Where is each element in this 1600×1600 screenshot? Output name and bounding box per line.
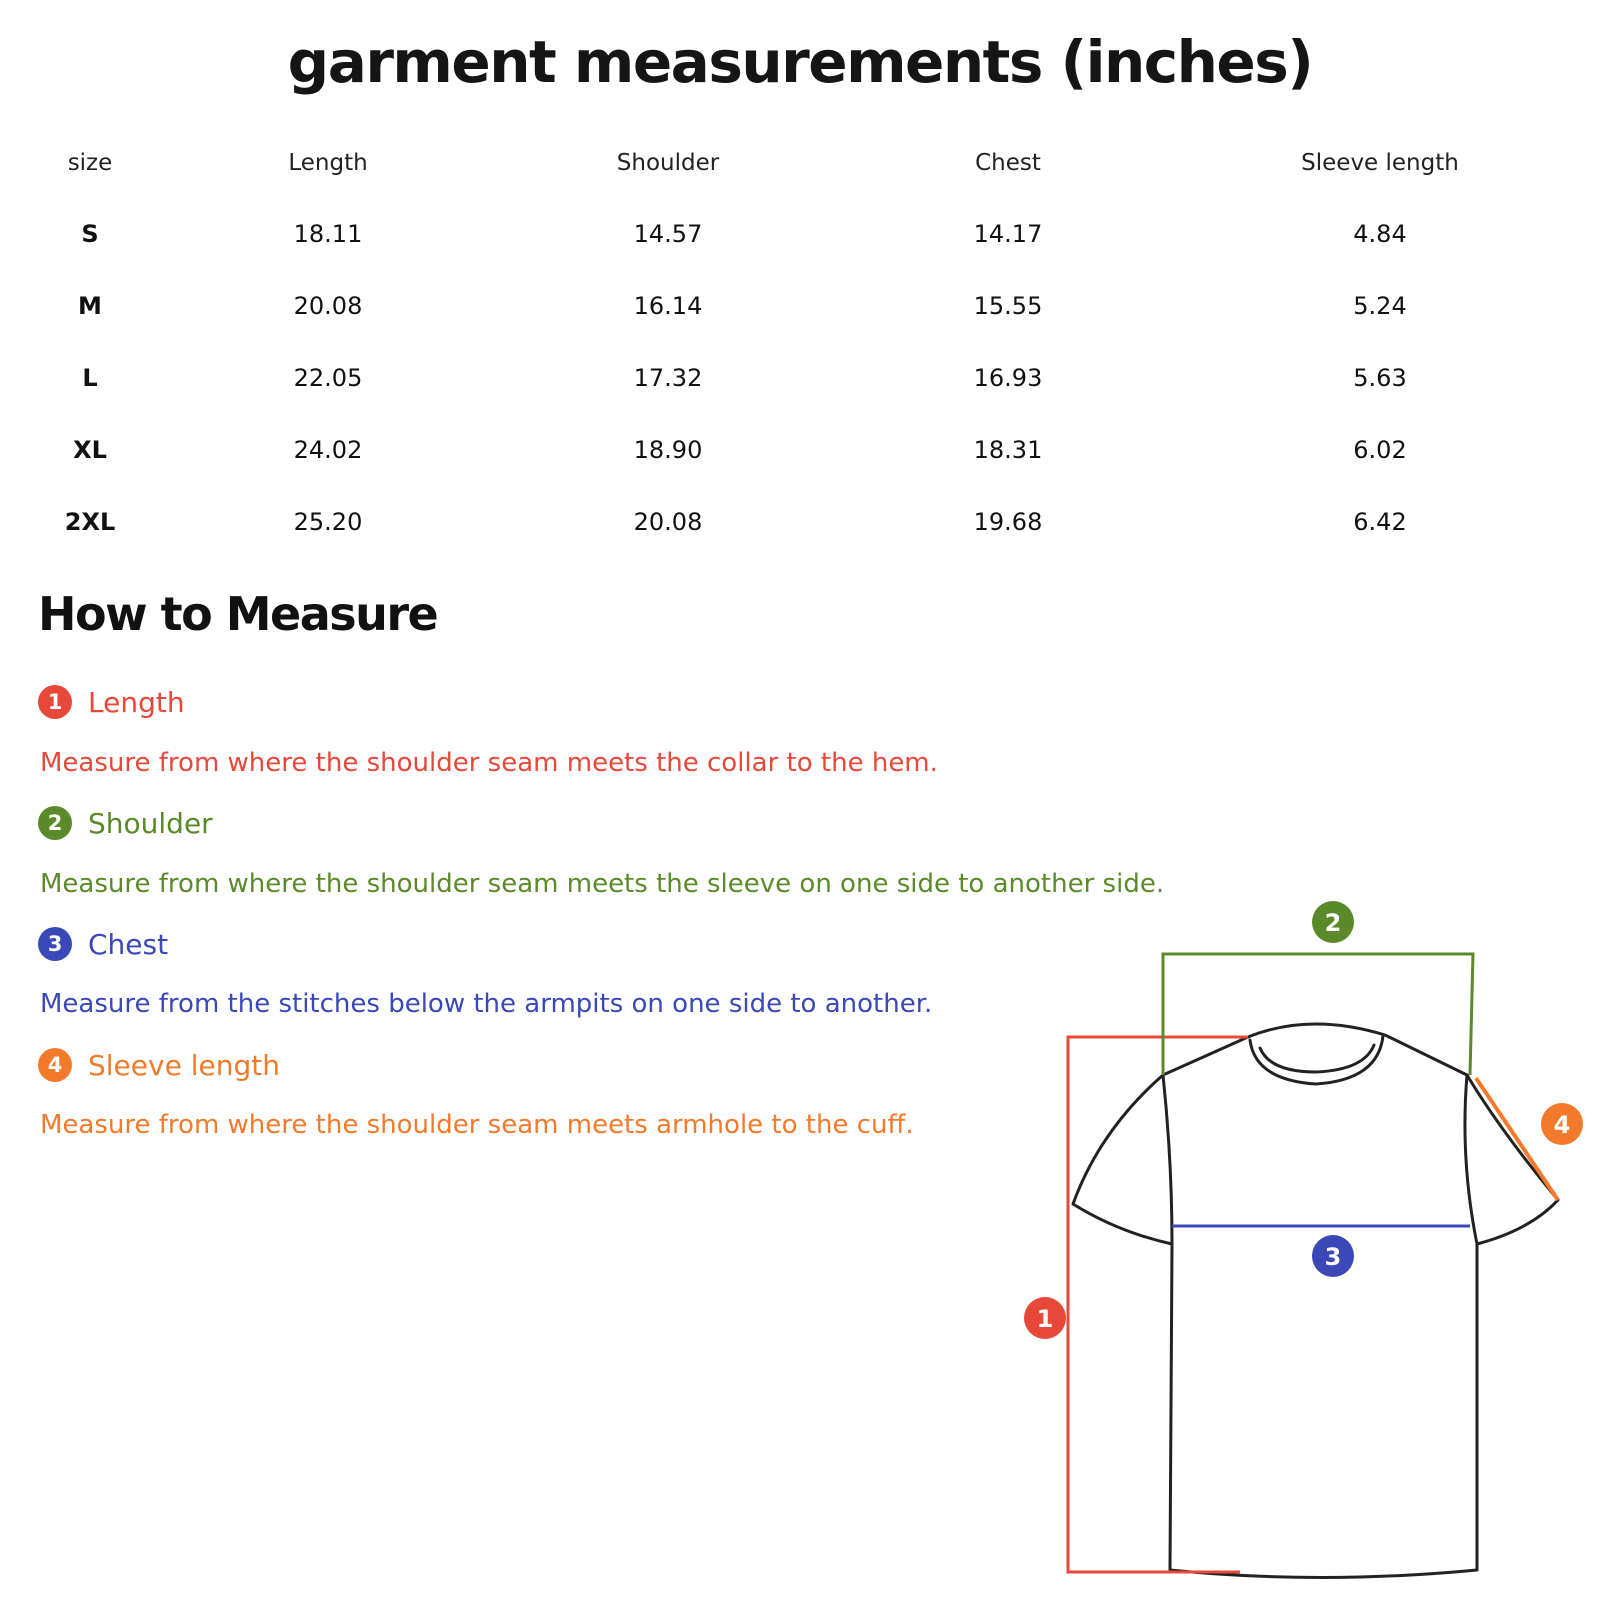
length-cell: 20.08 <box>293 292 363 320</box>
marker-3-icon <box>1312 1235 1354 1277</box>
shoulder-cell: 14.57 <box>633 220 703 248</box>
svg-text:1: 1 <box>1036 1305 1054 1333</box>
length-cell: 22.05 <box>293 364 363 392</box>
number-3-icon: 3 <box>38 927 72 961</box>
sleeve-guide-line <box>1476 1078 1558 1200</box>
step-label-shoulder: Shoulder <box>88 806 213 840</box>
size-cell: XL <box>73 436 107 464</box>
chest-cell: 14.17 <box>973 220 1043 248</box>
shoulder-cell: 18.90 <box>633 436 703 464</box>
marker-2-icon <box>1312 901 1354 943</box>
svg-text:2: 2 <box>1324 909 1342 937</box>
sleeve-cell: 5.63 <box>1353 364 1407 392</box>
length-guide-line <box>1068 1037 1248 1572</box>
header-length: Length <box>288 150 368 176</box>
shoulder-cell: 20.08 <box>633 508 703 536</box>
header-chest: Chest <box>975 150 1041 176</box>
sleeve-cell: 6.02 <box>1353 436 1407 464</box>
step-label-chest: Chest <box>88 927 169 961</box>
chest-cell: 19.68 <box>973 508 1043 536</box>
step-label-sleeve-length: Sleeve length <box>88 1048 280 1082</box>
number-2-icon: 2 <box>38 806 72 840</box>
sleeve-cell: 4.84 <box>1353 220 1407 248</box>
length-cell: 18.11 <box>293 220 363 248</box>
size-cell: 2XL <box>64 508 116 536</box>
page-title: garment measurements (inches) <box>287 28 1313 96</box>
marker-1-icon <box>1024 1297 1066 1339</box>
number-4-icon: 4 <box>38 1048 72 1082</box>
step-desc-shoulder: Measure from where the shoulder seam meets the sleeve on one side to another side. <box>40 869 1165 899</box>
size-cell: S <box>81 220 99 248</box>
chest-cell: 16.93 <box>973 364 1043 392</box>
header-sleeve-length: Sleeve length <box>1301 150 1459 176</box>
length-cell: 24.02 <box>293 436 363 464</box>
size-cell: M <box>78 292 102 320</box>
chest-cell: 18.31 <box>973 436 1043 464</box>
header-size: size <box>67 150 113 176</box>
length-cell: 25.20 <box>293 508 363 536</box>
marker-4-icon <box>1541 1103 1583 1145</box>
step-desc-length: Measure from where the shoulder seam meets the collar to the hem. <box>40 748 938 778</box>
how-to-measure-heading: How to Measure <box>38 587 438 641</box>
header-shoulder: Shoulder <box>616 150 720 176</box>
sleeve-cell: 5.24 <box>1353 292 1407 320</box>
step-desc-sleeve-length: Measure from where the shoulder seam meets armhole to the cuff. <box>40 1110 914 1140</box>
shoulder-cell: 16.14 <box>633 292 703 320</box>
step-desc-chest: Measure from the stitches below the armpits on one side to another. <box>40 989 933 1019</box>
chest-cell: 15.55 <box>973 292 1043 320</box>
number-1-icon: 1 <box>38 685 72 719</box>
svg-text:3: 3 <box>1324 1243 1342 1271</box>
svg-text:4: 4 <box>1553 1111 1571 1139</box>
t-shirt-icon <box>1073 1024 1558 1578</box>
sleeve-cell: 6.42 <box>1353 508 1407 536</box>
shoulder-cell: 17.32 <box>633 364 703 392</box>
size-cell: L <box>82 364 98 392</box>
step-label-length: Length <box>88 685 185 719</box>
